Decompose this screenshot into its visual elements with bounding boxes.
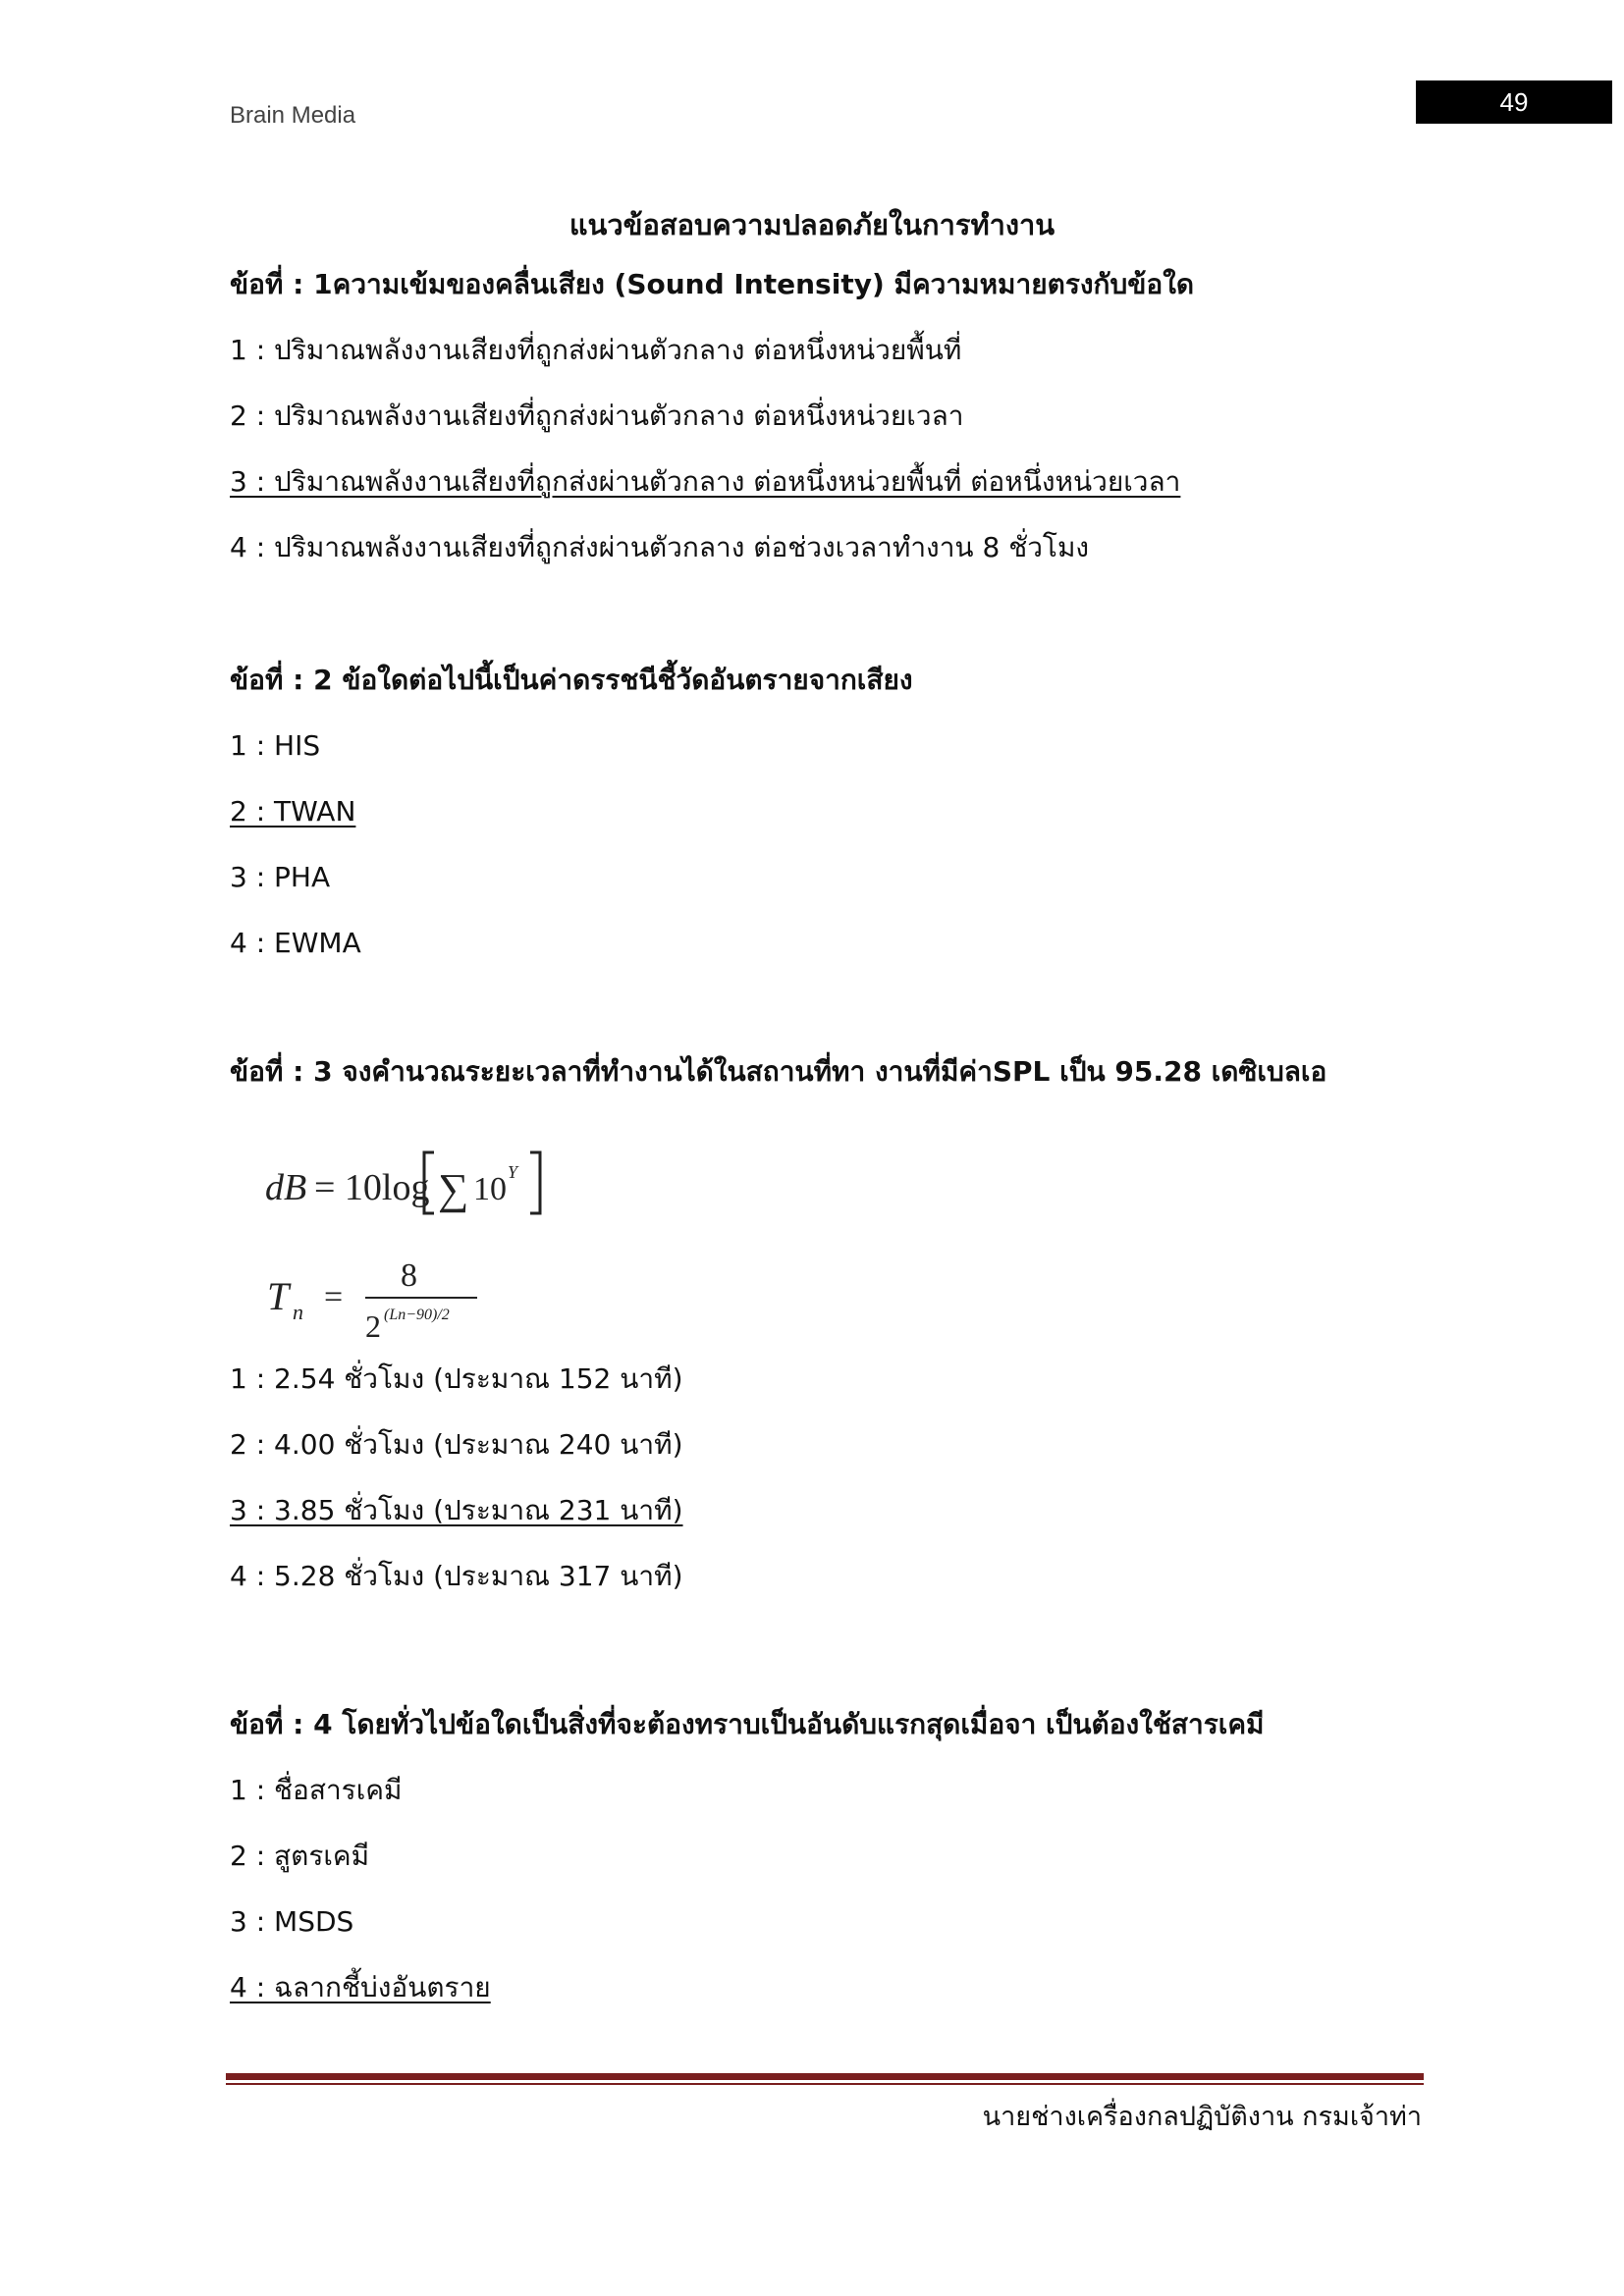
formula-denominator-exp: (Ln−90)/2 xyxy=(384,1307,450,1323)
choice-item-answer: 3 : ปริมาณพลังงานเสียงที่ถูกส่งผ่านตัวกลาง ต่อหนึ่งหน่วยพื้นที่ ต่อหนึ่งหน่วยเวลา xyxy=(230,465,1181,498)
formula-db: dB xyxy=(265,1167,307,1208)
footer-divider xyxy=(226,2073,1424,2080)
choice-item: 2 : 4.00 ชั่วโมง (ประมาณ 240 นาที) xyxy=(230,1428,683,1461)
footer-divider-thin xyxy=(226,2083,1424,2085)
choice-list xyxy=(230,1358,1477,1598)
footer-text: นายช่างเครื่องกลปฏิบัติงาน กรมเจ้าท่า xyxy=(982,2102,1422,2132)
question-3-choices xyxy=(230,1358,1477,1598)
question-4 xyxy=(230,1703,1477,2009)
question-2 xyxy=(230,659,1477,965)
choice-list xyxy=(230,1769,1477,2009)
choice-list xyxy=(230,329,1477,569)
choice-item: 4 : ปริมาณพลังงานเสียงที่ถูกส่งผ่านตัวกลาง ต่อช่วงเวลาทำงาน 8 ชั่วโมง xyxy=(230,531,1090,563)
formula-base-10: 10 xyxy=(473,1171,507,1207)
formula-exp-y: Y xyxy=(508,1162,518,1182)
page-title: แนวข้อสอบความปลอดภัยในการทำงาน xyxy=(568,208,1056,241)
choice-item: 3 : MSDS xyxy=(230,1905,354,1938)
formula-image xyxy=(263,1129,587,1345)
formula-t-sub: n xyxy=(293,1300,303,1324)
formula-right-bracket xyxy=(530,1152,540,1213)
question-title: ข้อที่ : 1ความเข้มของคลื่นเสียง (Sound Intensity) มีความหมายตรงกับข้อใด xyxy=(230,268,1195,300)
formula-sum: ∑ xyxy=(438,1165,469,1213)
choice-item: 1 : 2.54 ชั่วโมง (ประมาณ 152 นาที) xyxy=(230,1362,683,1395)
question-title: ข้อที่ : 2 ข้อใดต่อไปนี้เป็นค่าดรรชนีชี้วัดอันตรายจากเสียง xyxy=(230,664,913,696)
formula-t: T xyxy=(267,1274,290,1318)
page-number: 49 xyxy=(1416,80,1612,124)
choice-item-answer: 4 : ฉลากชี้บ่งอันตราย xyxy=(230,1971,491,2003)
choice-item: 4 : EWMA xyxy=(230,927,361,959)
choice-item: 2 : สูตรเคมี xyxy=(230,1840,370,1872)
choice-item: 1 : HIS xyxy=(230,729,321,762)
choice-list xyxy=(230,724,1477,965)
choice-item-answer: 2 : TWAN xyxy=(230,795,356,828)
choice-item: 1 : ปริมาณพลังงานเสียงที่ถูกส่งผ่านตัวกลาง ต่อหนึ่งหน่วยพื้นที่ xyxy=(230,334,962,366)
header-brand: Brain Media xyxy=(230,102,356,129)
question-title: ข้อที่ : 4 โดยทั่วไปข้อใดเป็นสิ่งที่จะต้องทราบเป็นอันดับแรกสุดเมื่อจา เป็นต้องใช้สารเคมี xyxy=(230,1708,1265,1740)
choice-item: 2 : ปริมาณพลังงานเสียงที่ถูกส่งผ่านตัวกลาง ต่อหนึ่งหน่วยเวลา xyxy=(230,400,964,432)
question-3 xyxy=(230,1050,1477,1094)
choice-item-answer: 3 : 3.85 ชั่วโมง (ประมาณ 231 นาที) xyxy=(230,1494,683,1526)
question-1 xyxy=(230,263,1477,569)
formula-10log: = 10log xyxy=(314,1167,430,1208)
choice-item: 1 : ชื่อสารเคมี xyxy=(230,1774,403,1806)
choice-item: 3 : PHA xyxy=(230,861,331,893)
question-title: ข้อที่ : 3 จงคำนวณระยะเวลาที่ทำงานได้ในสถานที่ทา งานที่มีค่าSPL เป็น 95.28 เดซิเบลเอ xyxy=(230,1055,1327,1088)
choice-item: 4 : 5.28 ชั่วโมง (ประมาณ 317 นาที) xyxy=(230,1560,683,1592)
formula-equals: = xyxy=(324,1279,344,1315)
formula-denominator-base: 2 xyxy=(365,1308,381,1344)
formula-numerator: 8 xyxy=(401,1257,417,1294)
